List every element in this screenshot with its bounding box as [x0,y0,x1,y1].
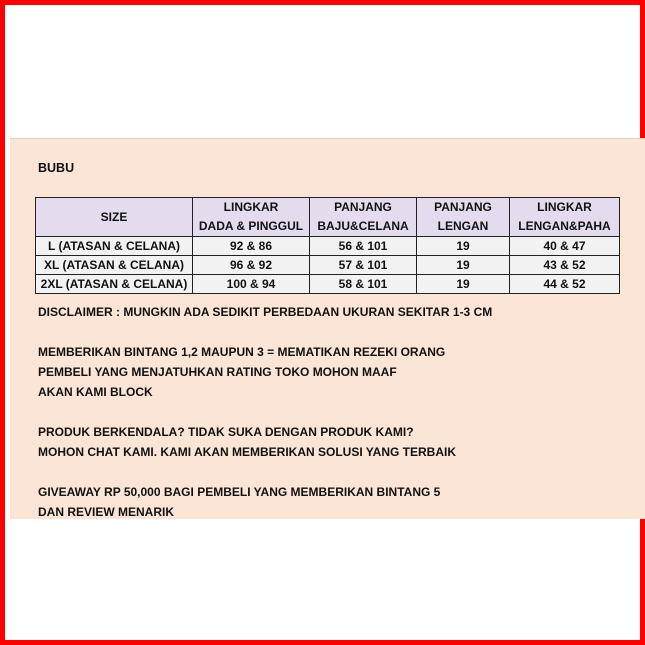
header-size [36,198,193,237]
table-row [36,256,620,275]
cell-size: 2XL (ATASAN & CELANA) [36,275,193,294]
cell-lingkar-dada-pinggul: 96 & 92 [193,256,310,275]
cell-panjang-lengan: 19 [417,237,510,256]
header-line1: LINGKAR [537,200,592,214]
header-line1: PANJANG [334,200,392,214]
header-panjang-baju-celana [310,198,417,237]
giveaway-line: DAN REVIEW MENARIK [38,505,175,519]
header-line1: LINGKAR [223,200,279,214]
cell-panjang-baju-celana: 58 & 101 [310,275,417,294]
table-row [36,237,620,256]
notes-block [38,302,492,522]
cell-panjang-baju-celana: 57 & 101 [310,256,417,275]
header-size-label: SIZE [100,209,128,224]
table-header-row [36,198,620,237]
problem-notice-line: PRODUK BERKENDALA? TIDAK SUKA DENGAN PRODUK KAMI? [38,425,414,439]
header-line2: LENGAN [437,219,489,233]
problem-notice-line: MOHON CHAT KAMI. KAMI AKAN MEMBERIKAN SOLUSI YANG TERBAIK [38,445,457,459]
header-lingkar-dada-pinggul [193,198,310,237]
table-row [36,275,620,294]
product-title: BUBU [38,161,75,175]
cell-lingkar-lengan-paha: 44 & 52 [510,275,620,294]
header-line2: DADA & PINGGUL [198,219,304,233]
header-line1: PANJANG [434,200,492,214]
header-lingkar-lengan-paha [510,198,620,237]
cell-lingkar-lengan-paha: 40 & 47 [510,237,620,256]
cell-panjang-baju-celana: 56 & 101 [310,237,417,256]
cell-panjang-lengan: 19 [417,275,510,294]
disclaimer-text: DISCLAIMER : MUNGKIN ADA SEDIKIT PERBEDAAN UKURAN SEKITAR 1-3 CM [38,305,493,319]
size-info-panel [10,138,645,519]
header-line2: BAJU&CELANA [317,219,409,233]
cell-panjang-lengan: 19 [417,256,510,275]
rating-notice-line: AKAN KAMI BLOCK [38,385,153,399]
cell-lingkar-dada-pinggul: 92 & 86 [193,237,310,256]
header-panjang-lengan [417,198,510,237]
header-line2: LENGAN&PAHA [518,219,611,233]
cell-size: L (ATASAN & CELANA) [36,237,193,256]
giveaway-line: GIVEAWAY RP 50,000 BAGI PEMBELI YANG MEMBERIKAN BINTANG 5 [38,485,441,499]
cell-size: XL (ATASAN & CELANA) [36,256,193,275]
cell-lingkar-dada-pinggul: 100 & 94 [193,275,310,294]
rating-notice-line: MEMBERIKAN BINTANG 1,2 MAUPUN 3 = MEMATIKAN REZEKI ORANG [38,345,446,359]
cell-lingkar-lengan-paha: 43 & 52 [510,256,620,275]
rating-notice-line: PEMBELI YANG MENJATUHKAN RATING TOKO MOHON MAAF [38,365,397,379]
size-chart-table [35,197,620,294]
